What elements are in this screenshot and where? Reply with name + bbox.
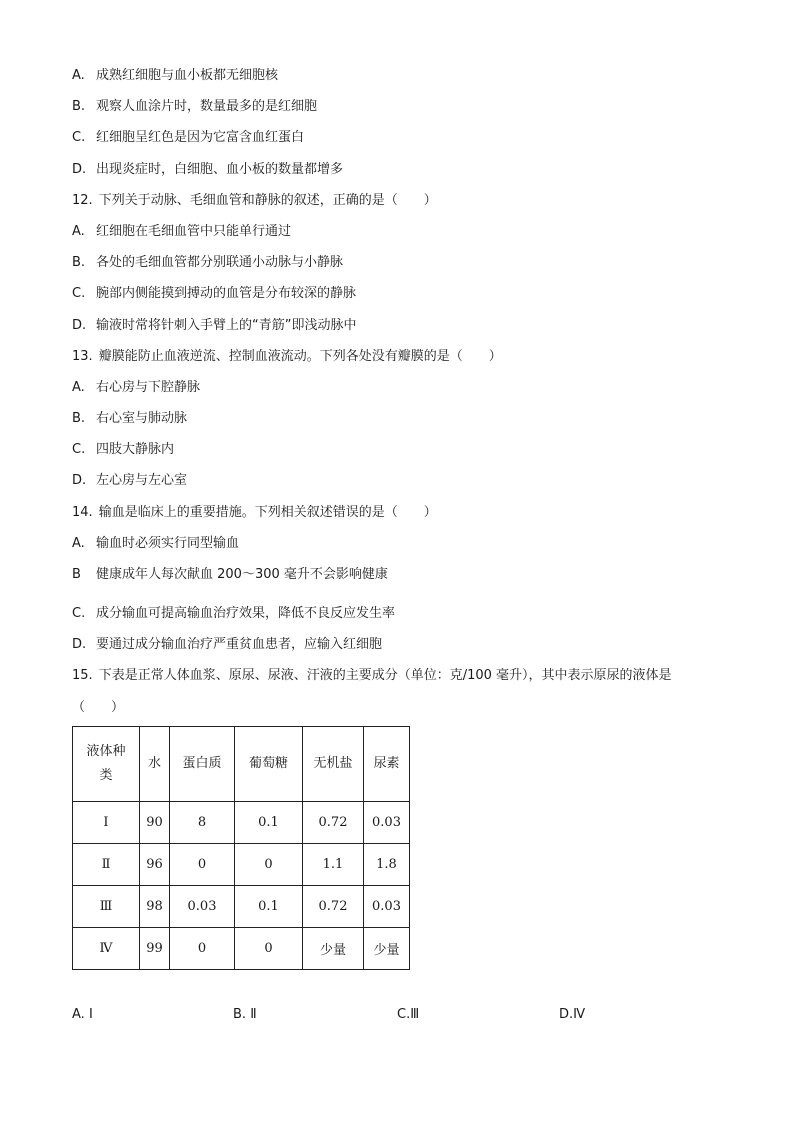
option-text: 右心房与下腔静脉 <box>96 379 201 395</box>
q14-option-c <box>72 604 722 635</box>
q11-option-a <box>72 66 722 97</box>
answer-option-d <box>559 1007 585 1022</box>
option-text: 四肢大静脉内 <box>96 442 175 458</box>
option-text: 各处的毛细血管都分别联通小动脉与小静脉 <box>96 255 344 271</box>
table-cell: 0.72 <box>303 802 364 844</box>
q13-option-c <box>72 440 722 471</box>
option-text: 红细胞在毛细血管中只能单行通过 <box>96 223 292 239</box>
q12-option-d <box>72 316 722 347</box>
header-first-line1: 液体种 <box>86 744 126 759</box>
option-label: D. <box>559 1007 574 1022</box>
table-cell: 0 <box>235 844 303 886</box>
option-text: 红细胞呈红色是因为它富含血红蛋白 <box>96 130 305 146</box>
option-text: 输血时必须实行同型输血 <box>96 535 240 551</box>
option-label: B. <box>233 1007 247 1022</box>
option-label: A. <box>72 379 85 395</box>
question-number: 13. <box>72 348 93 364</box>
option-label: A. <box>72 68 85 83</box>
table-row <box>73 802 410 844</box>
q12-stem <box>72 191 722 222</box>
option-label: B. <box>72 99 86 115</box>
option-label: D. <box>72 637 87 653</box>
question-text: 输血是临床上的重要措施。下列相关叙述错误的是（ ） <box>98 504 437 520</box>
table-header-row <box>73 727 410 802</box>
q11-option-d <box>72 160 722 191</box>
table-header-cell <box>73 727 140 802</box>
option-text: 腕部内侧能摸到搏动的血管是分布较深的静脉 <box>96 286 357 302</box>
table-cell: 98 <box>140 886 170 928</box>
q14-option-d <box>72 635 722 666</box>
q14-stem <box>72 503 722 534</box>
option-text: 观察人血涂片时，数量最多的是红细胞 <box>96 99 318 115</box>
option-text: Ⅰ <box>88 1007 93 1022</box>
table-cell: 1.8 <box>364 844 410 886</box>
q12-option-a <box>72 222 722 253</box>
question-text: 下表是正常人体血浆、原尿、尿液、汗液的主要成分（单位：克/100 毫升），其中表示原尿的液体是 <box>98 668 672 684</box>
table-header-cell: 尿素 <box>364 727 410 802</box>
option-label: D. <box>72 161 87 177</box>
fluid-composition-table <box>72 726 410 970</box>
question-number: 15. <box>72 668 93 684</box>
table-cell: 0.03 <box>364 886 410 928</box>
option-label: A. <box>72 223 85 239</box>
table-cell: 96 <box>140 844 170 886</box>
table-cell: 8 <box>170 802 235 844</box>
header-first-line2: 类 <box>99 768 113 783</box>
option-text: 要通过成分输血治疗严重贫血患者，应输入红细胞 <box>96 637 383 653</box>
option-label: B <box>72 567 81 582</box>
option-text: 左心房与左心室 <box>96 473 188 489</box>
option-label: B. <box>72 255 86 271</box>
table-header-cell: 葡萄糖 <box>235 727 303 802</box>
question-text: 瓣膜能防止血液逆流、控制血液流动。下列各处没有瓣膜的是（ ） <box>98 348 502 364</box>
table-header-cell: 水 <box>140 727 170 802</box>
option-label: C. <box>72 286 86 302</box>
table-cell: 99 <box>140 928 170 970</box>
option-label: C. <box>72 606 86 621</box>
option-text: 右心室与肺动脉 <box>96 411 188 427</box>
table-cell: 少量 <box>364 928 410 970</box>
option-label: C. <box>397 1007 411 1022</box>
table-row <box>73 844 410 886</box>
table-cell: 0 <box>170 928 235 970</box>
table-header-cell: 无机盐 <box>303 727 364 802</box>
table-header-cell: 蛋白质 <box>170 727 235 802</box>
table-row <box>73 928 410 970</box>
table-cell: Ⅰ <box>73 802 140 844</box>
q13-option-b <box>72 409 722 440</box>
q13-stem <box>72 347 722 378</box>
q11-option-c <box>72 128 722 159</box>
table-cell: 1.1 <box>303 844 364 886</box>
option-label: D. <box>72 317 87 333</box>
table-cell: 0.03 <box>364 802 410 844</box>
option-text: Ⅱ <box>250 1007 257 1022</box>
table-cell: Ⅱ <box>73 844 140 886</box>
q13-option-d <box>72 471 722 502</box>
table-row <box>73 886 410 928</box>
question-number: 12. <box>72 192 93 208</box>
table-cell: 0.03 <box>170 886 235 928</box>
q14-option-a <box>72 534 722 565</box>
option-label: C. <box>72 130 86 146</box>
table-cell: 90 <box>140 802 170 844</box>
question-number: 14. <box>72 504 93 520</box>
option-label: B. <box>72 411 86 427</box>
option-label: A. <box>72 535 85 551</box>
table-cell: Ⅳ <box>73 928 140 970</box>
option-label: C. <box>72 442 86 458</box>
option-text: 出现炎症时，白细胞、血小板的数量都增多 <box>96 161 344 177</box>
answer-option-c <box>397 1007 419 1022</box>
option-text: 成分输血可提高输血治疗效果，降低不良反应发生率 <box>96 606 396 621</box>
answer-option-b <box>233 1007 257 1022</box>
q13-option-a <box>72 378 722 409</box>
option-text: Ⅲ <box>410 1007 420 1022</box>
exam-page <box>72 66 722 1022</box>
table-cell: 少量 <box>303 928 364 970</box>
table-cell: 0.72 <box>303 886 364 928</box>
table-cell: 0 <box>235 928 303 970</box>
q15-stem <box>72 666 722 697</box>
q12-option-c <box>72 284 722 315</box>
table-cell: Ⅲ <box>73 886 140 928</box>
question-text: 下列关于动脉、毛细血管和静脉的叙述，正确的是（ ） <box>98 192 437 208</box>
answer-option-a <box>72 1007 93 1022</box>
option-text: 健康成年人每次献血 200～300 毫升不会影响健康 <box>96 567 388 582</box>
q12-option-b <box>72 253 722 284</box>
table-cell: 0 <box>170 844 235 886</box>
option-text: Ⅳ <box>573 1007 586 1022</box>
option-text: 输液时常将针刺入手臂上的“青筋”即浅动脉中 <box>96 317 357 333</box>
q15-stem-continued <box>72 698 722 720</box>
option-text: 成熟红细胞与血小板都无细胞核 <box>96 68 279 83</box>
q11-option-b <box>72 97 722 128</box>
table-cell: 0.1 <box>235 802 303 844</box>
question-text-paren: （ ） <box>72 699 125 715</box>
option-label: D. <box>72 473 87 489</box>
table-cell: 0.1 <box>235 886 303 928</box>
option-label: A. <box>72 1007 85 1022</box>
q14-option-b <box>72 565 722 604</box>
